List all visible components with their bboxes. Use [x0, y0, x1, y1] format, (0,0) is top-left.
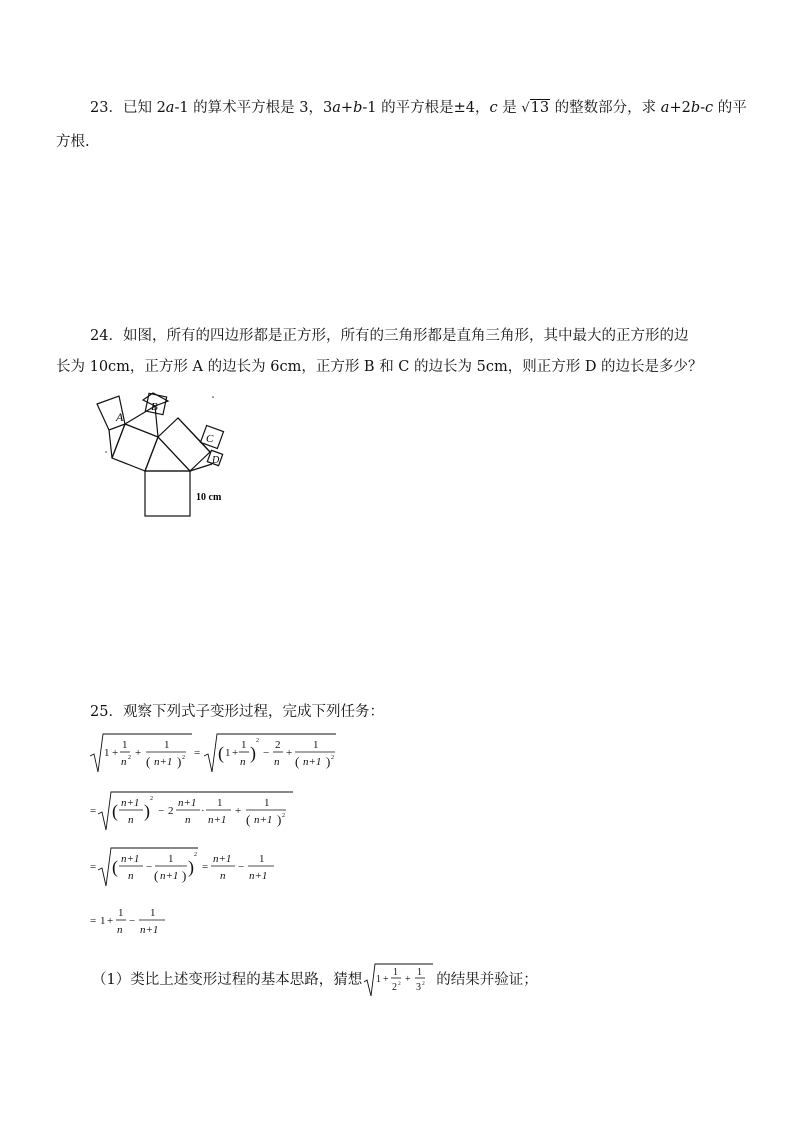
op: + [135, 747, 142, 759]
exp: 2 [282, 813, 285, 819]
exp: 2 [128, 755, 131, 761]
paren: ) [188, 857, 194, 877]
q23-line-2: 方根. [56, 134, 90, 150]
var: n [220, 870, 226, 882]
q23-var: b [690, 100, 701, 116]
paren: ) [326, 754, 331, 769]
num: 1 [417, 967, 423, 978]
var: n [128, 870, 134, 882]
exp: 2 [182, 755, 185, 761]
q23-line-1 [90, 98, 747, 119]
radical-sign: √ [521, 101, 530, 116]
pythagoras-figure [95, 388, 245, 523]
var: n [121, 756, 127, 768]
num: 1 [225, 747, 231, 759]
q23-var: a [332, 100, 341, 116]
q23-var: b [353, 100, 363, 116]
op: = [202, 861, 209, 873]
exp: 2 [331, 755, 334, 761]
q25-intro: 25．观察下列式子变形过程，完成下列任务： [90, 704, 384, 720]
var: n+1 [303, 756, 322, 768]
num: 1 [313, 739, 319, 751]
paren: ) [144, 801, 150, 821]
q23-text: 的整数部分，求 [550, 100, 661, 116]
var: n [240, 756, 246, 768]
q23-text: -1 的平方根是±4， [362, 100, 490, 116]
q23-var: c [705, 100, 714, 116]
num: 1 [376, 974, 382, 985]
op: + [232, 747, 239, 759]
sqrt-expression [363, 962, 435, 998]
var: n+1 [140, 924, 159, 936]
var: n [128, 814, 134, 826]
num: 2 [275, 739, 281, 751]
op: + [383, 974, 389, 985]
num: 1 [100, 915, 106, 927]
task-1-text: （1）类比上述变形过程的基本思路，猜想 [92, 972, 363, 988]
radicand-13: 13 [530, 100, 550, 116]
num: 2 [168, 805, 174, 817]
var: n [274, 756, 280, 768]
num: 1 [259, 853, 265, 865]
paren: ( [112, 857, 118, 877]
var: n+1 [178, 797, 197, 809]
num: 1 [393, 967, 399, 978]
task-1-text: 的结果并验证； [436, 972, 538, 988]
label-d: D [212, 455, 220, 466]
paren: ( [112, 801, 118, 821]
op: − [263, 747, 270, 759]
exp: 2 [150, 796, 153, 802]
op: · [201, 805, 205, 817]
num: 1 [241, 739, 247, 751]
op: + [286, 747, 293, 759]
label-c: C [206, 433, 214, 445]
var: n+1 [208, 814, 227, 826]
row-3 [90, 848, 274, 886]
q23-text: 2 [156, 100, 166, 116]
paren: ( [154, 868, 159, 883]
speck [212, 396, 214, 398]
exp: 2 [398, 981, 401, 987]
op: + [107, 915, 114, 927]
q23-text: -1 的算术平方根是 3，3 [174, 100, 333, 116]
op: = [90, 915, 97, 927]
square-10cm [145, 471, 190, 516]
paren: ) [277, 812, 282, 827]
paren: ) [182, 868, 187, 883]
op: = [90, 805, 97, 817]
var: n+1 [154, 756, 173, 768]
exp: 2 [422, 981, 425, 987]
paren: ( [218, 743, 224, 763]
num: 1 [118, 907, 124, 919]
op: + [405, 974, 411, 985]
row-4 [90, 907, 165, 936]
paren: ( [295, 754, 300, 769]
square-left [112, 424, 158, 471]
paren: ( [146, 754, 151, 769]
num: 1 [168, 853, 174, 865]
var: n [117, 924, 123, 936]
var: n+1 [249, 870, 268, 882]
paren: ) [250, 743, 256, 763]
label-10cm: 10 cm [196, 492, 222, 503]
var: n+1 [213, 853, 232, 865]
row-1 [90, 734, 336, 772]
q24-line-1: 24．如图，所有的四边形都是正方形，所有的三角形都是直角三角形，其中最大的正方形的边 [90, 328, 689, 344]
op: = [194, 747, 201, 759]
num: 1 [217, 797, 223, 809]
q23-text: +2 [669, 100, 691, 116]
q25-task-1 [92, 962, 538, 998]
q23-var: a [165, 100, 175, 116]
var: n+1 [121, 797, 140, 809]
op: − [129, 915, 136, 927]
q23-text: + [340, 100, 354, 116]
num: 1 [122, 739, 128, 751]
exp: 2 [256, 738, 259, 744]
op: − [238, 861, 245, 873]
sqrt-13 [521, 98, 550, 119]
var: n+1 [254, 814, 273, 826]
num: 1 [104, 747, 110, 759]
var: n+1 [160, 870, 179, 882]
paren: ) [177, 754, 182, 769]
row-2 [90, 792, 293, 830]
speck [105, 451, 107, 453]
var: n+1 [121, 853, 140, 865]
num: 1 [264, 797, 270, 809]
num: 1 [164, 739, 170, 751]
q24-line-2: 长为 10cm，正方形 A 的边长为 6cm，正方形 B 和 C 的边长为 5cm，则正方形 D 的边长是多少？ [56, 359, 703, 375]
op: + [235, 805, 242, 817]
op: = [90, 861, 97, 873]
num: 3 [416, 982, 422, 993]
exp: 2 [194, 852, 197, 858]
op: − [158, 805, 165, 817]
q23-text: - [700, 100, 706, 116]
q23-var: c [489, 100, 498, 116]
label-a: A [116, 410, 124, 424]
num: 2 [392, 982, 398, 993]
num: 1 [150, 907, 156, 919]
derivation-formulas [88, 728, 508, 943]
q23-text: 是 [497, 100, 522, 116]
paren: ( [246, 812, 251, 827]
var: n [185, 814, 191, 826]
label-b: B [151, 401, 158, 413]
q23-text: 的平 [713, 100, 747, 116]
q23-text: 23．已知 [90, 100, 157, 116]
op: − [146, 861, 153, 873]
q23-var: a [660, 100, 670, 116]
op: + [112, 747, 119, 759]
